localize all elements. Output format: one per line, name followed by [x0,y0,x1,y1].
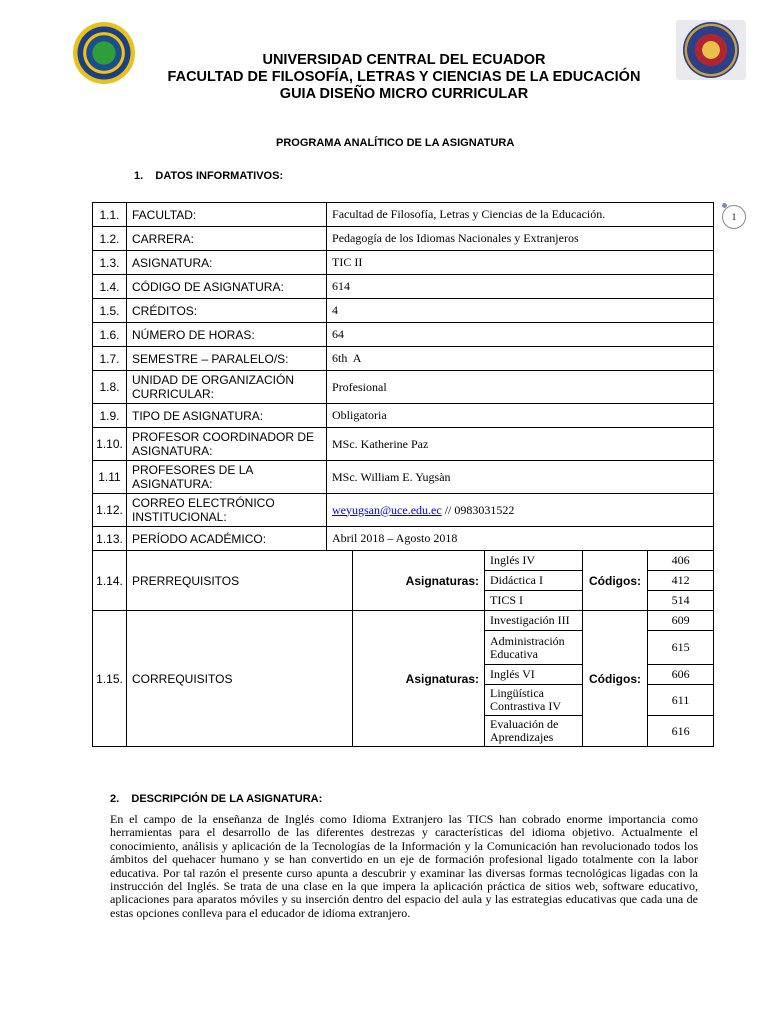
university-name: UNIVERSIDAD CENTRAL DEL ECUADOR [262,52,546,68]
info-value: Obligatoria [327,404,714,428]
codes-label: Códigos: [583,611,648,747]
info-value: Profesional [327,371,714,404]
info-row [93,203,714,227]
subjects-label: Asignaturas: [353,551,485,611]
subject-code: 514 [648,591,714,611]
subjects-label: Asignaturas: [353,611,485,747]
section-1-title: 1. DATOS INFORMATIVOS: [134,170,284,182]
subject-name: Inglés IV [485,551,583,571]
info-table [92,202,714,747]
guide-title: GUIA DISEÑO MICRO CURRICULAR [279,86,529,102]
subject-name: Administración Educativa [485,631,583,665]
info-value: 4 [327,299,714,323]
row-number: 1.10. [93,428,127,461]
subject-code: 611 [648,685,714,716]
info-value [327,494,714,527]
info-row [93,299,714,323]
prereq-row [93,551,714,571]
row-number: 1.12. [93,494,127,527]
subject-code: 616 [648,716,714,747]
info-row [93,527,714,551]
info-label: TIPO DE ASIGNATURA: [127,404,327,428]
info-label: UNIDAD DE ORGANIZACIÓN CURRICULAR: [127,371,327,404]
info-label: CARRERA: [127,227,327,251]
phone-text: // 0983031522 [441,502,515,517]
info-row [93,275,714,299]
subject-code: 615 [648,631,714,665]
info-label: NÚMERO DE HORAS: [127,323,327,347]
row-number: 1.7. [93,347,127,371]
info-row [93,461,714,494]
info-label: PROFESOR COORDINADOR DE ASIGNATURA: [127,428,327,461]
row-number: 1.2. [93,227,127,251]
info-row [93,251,714,275]
info-value: MSc. William E. Yugsàn [327,461,714,494]
subject-code: 606 [648,665,714,685]
info-row [93,428,714,461]
subject-code: 609 [648,611,714,631]
coreq-row [93,611,714,631]
info-label: FACULTAD: [127,203,327,227]
info-value: 6th A [327,347,714,371]
info-row [93,494,714,527]
row-number: 1.4. [93,275,127,299]
info-label: SEMESTRE – PARALELO/S: [127,347,327,371]
info-value: Abril 2018 – Agosto 2018 [327,527,714,551]
subject-name: Didáctica I [485,571,583,591]
subject-name: Lingüística Contrastiva IV [485,685,583,716]
info-label: CÓDIGO DE ASIGNATURA: [127,275,327,299]
row-number: 1.3. [93,251,127,275]
info-value: TIC II [327,251,714,275]
row-number: 1.13. [93,527,127,551]
info-label: PERÍODO ACADÉMICO: [127,527,327,551]
subject-name: Evaluación de Aprendizajes [485,716,583,747]
email-link[interactable]: weyugsan@uce.edu.ec [332,502,442,517]
info-row [93,227,714,251]
row-number: 1.9. [93,404,127,428]
info-value: MSc. Katherine Paz [327,428,714,461]
program-title: PROGRAMA ANALÍTICO DE LA ASIGNATURA [276,137,515,149]
info-value: Pedagogía de los Idiomas Nacionales y Extranjeros [327,227,714,251]
row-number: 1.6. [93,323,127,347]
codes-label: Códigos: [583,551,648,611]
info-label: PROFESORES DE LA ASIGNATURA: [127,461,327,494]
row-number: 1.11 [93,461,127,494]
info-value: Facultad de Filosofía, Letras y Ciencias de la Educación. [327,203,714,227]
info-label: CRÉDITOS: [127,299,327,323]
subject-code: 412 [648,571,714,591]
faculty-name: FACULTAD DE FILOSOFÍA, LETRAS Y CIENCIAS DE LA EDUCACIÓN [167,69,641,85]
subject-name: Inglés VI [485,665,583,685]
info-row [93,347,714,371]
section-2-title: 2. DESCRIPCIÓN DE LA ASIGNATURA: [110,793,323,805]
info-row [93,323,714,347]
info-row [93,404,714,428]
prereq-label: PRERREQUISITOS [127,551,353,611]
coreq-label: CORREQUISITOS [127,611,353,747]
subject-name: Investigación III [485,611,583,631]
info-value: 64 [327,323,714,347]
description-paragraph: En el campo de la enseñanza de Inglés como Idioma Extranjero las TICS han cobrado enorme importancia como herramientas para el desarrollo de las diferentes destrezas y características del idioma objetivo. Actualmente el conocimiento, análisis y aplicación de la Tecnologías de la Información y la Comunicación han revolucionado todos los ámbitos del quehacer humano y se han convertido en un eje de formación profesional ligado totalmente con la labor educativa. Por tal razón el presente curso apunta a descubrir y examinar las diversas formas tecnológicas ligadas con la instrucción del Inglés. Se trata de una clase en la que impera la aplicación práctica de sitios web, software educativo, aplicaciones para aparatos móviles y su inserción dentro del espacio del aula y las estrategias educativas que cada una de estas opciones conlleva para el educador de idioma extranjero. [110,812,698,920]
page-number: 1 [722,205,746,229]
subject-name: TICS I [485,591,583,611]
row-number: 1.15. [93,611,127,747]
row-number: 1.1. [93,203,127,227]
row-number: 1.14. [93,551,127,611]
info-label: CORREO ELECTRÓNICO INSTITUCIONAL: [127,494,327,527]
info-value: 614 [327,275,714,299]
row-number: 1.5. [93,299,127,323]
info-label: ASIGNATURA: [127,251,327,275]
row-number: 1.8. [93,371,127,404]
subject-code: 406 [648,551,714,571]
info-row [93,371,714,404]
